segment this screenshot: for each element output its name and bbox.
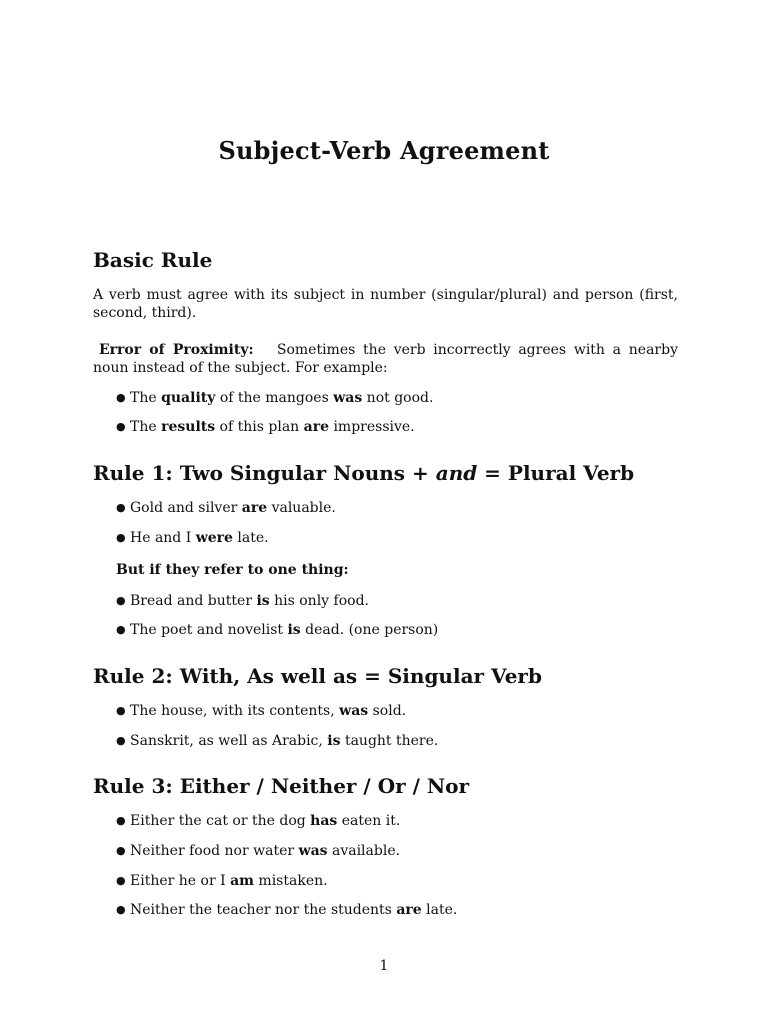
list-item: ● The results of this plan are impressive.: [116, 419, 415, 435]
proximity-paragraph: [93, 341, 678, 377]
heading-rule-1: Rule 1: Two Singular Nouns + and = Plural Verb: [93, 461, 635, 485]
heading-basic-rule: Basic Rule: [93, 248, 213, 272]
list-item: ● Sanskrit, as well as Arabic, is taught there.: [116, 733, 439, 749]
proximity-label: Error of Proximity:: [99, 342, 254, 358]
rule-1-subheading: But if they refer to one thing:: [116, 562, 349, 578]
basic-rule-text: A verb must agree with its subject in number (singular/plural) and person (first, second, third).: [93, 287, 678, 321]
bullet-icon: ●: [116, 531, 126, 544]
page-number: 1: [379, 958, 389, 974]
bullet-icon: ●: [116, 734, 126, 747]
bullet-icon: ●: [116, 874, 126, 887]
bullet-icon: ●: [116, 623, 126, 636]
bullet-icon: ●: [116, 594, 126, 607]
list-item: ● Neither the teacher nor the students are late.: [116, 902, 458, 918]
list-item: ● Bread and butter is his only food.: [116, 593, 369, 609]
bullet-icon: ●: [116, 391, 126, 404]
list-item: ● Either he or I am mistaken.: [116, 873, 328, 889]
list-item: ● Either the cat or the dog has eaten it.: [116, 813, 401, 829]
heading-rule-3: Rule 3: Either / Neither / Or / Nor: [93, 774, 470, 798]
list-item: ● Gold and silver are valuable.: [116, 500, 336, 516]
proximity-text: Sometimes the verb incorrectly agrees with a nearby noun instead of the subject. For example:: [93, 342, 678, 376]
bullet-icon: ●: [116, 814, 126, 827]
bullet-icon: ●: [116, 704, 126, 717]
list-item: ● He and I were late.: [116, 530, 269, 546]
list-item: ● Neither food nor water was available.: [116, 843, 401, 859]
heading-rule-2: Rule 2: With, As well as = Singular Verb: [93, 664, 542, 688]
bullet-icon: ●: [116, 903, 126, 916]
bullet-icon: ●: [116, 420, 126, 433]
list-item: ● The quality of the mangoes was not good.: [116, 390, 434, 406]
list-item: ● The house, with its contents, was sold.: [116, 703, 407, 719]
bullet-icon: ●: [116, 501, 126, 514]
document-title: Subject-Verb Agreement: [218, 136, 550, 165]
bullet-icon: ●: [116, 844, 126, 857]
list-item: ● The poet and novelist is dead. (one person): [116, 622, 439, 638]
